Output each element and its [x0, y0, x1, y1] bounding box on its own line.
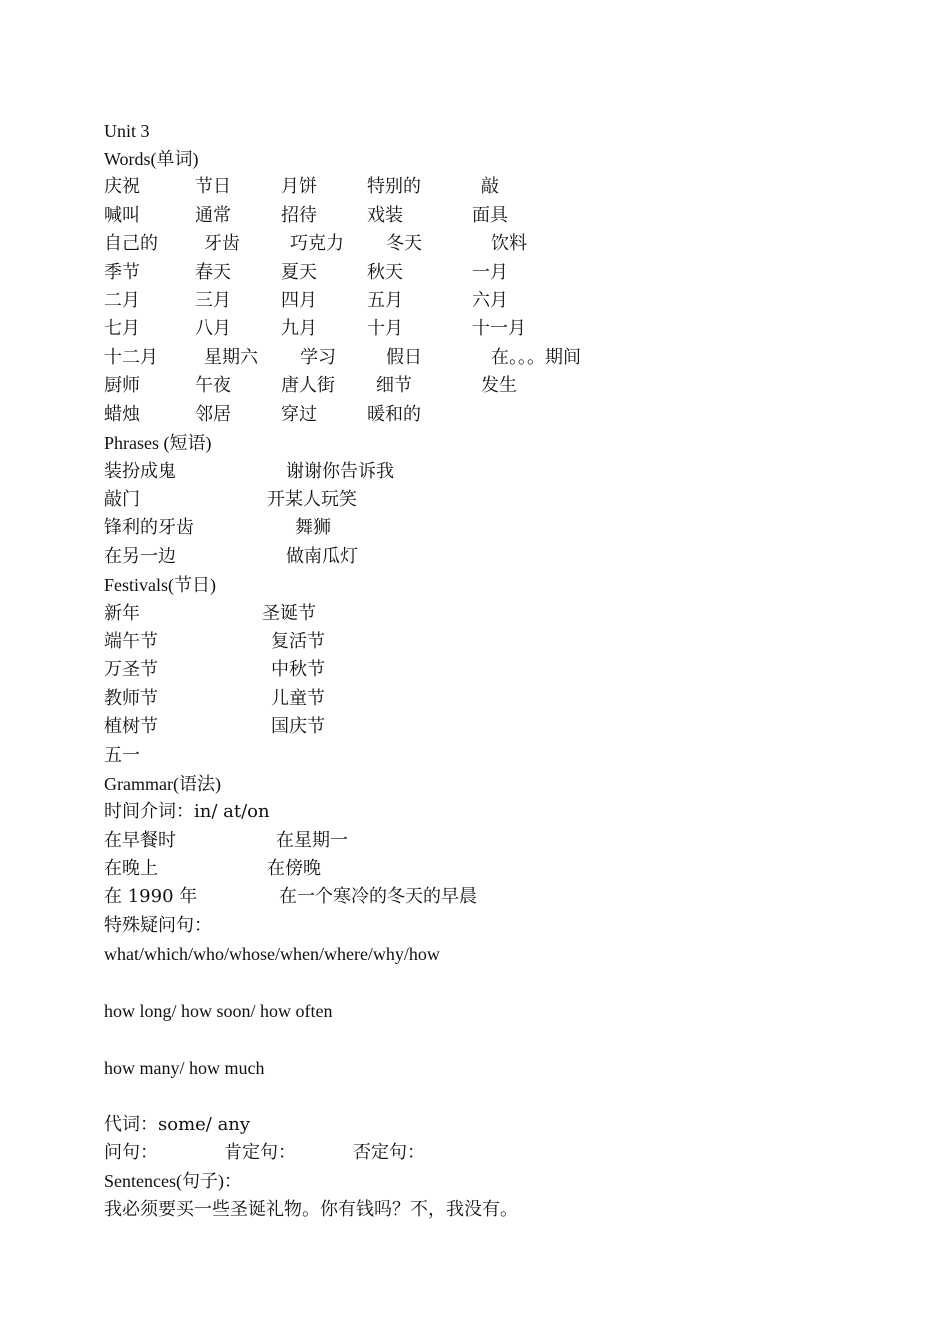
word-cell: 月饼 — [281, 176, 317, 197]
festival-cell: 新年 — [104, 603, 140, 624]
word-cell: 唐人街 — [281, 375, 335, 396]
word-cell: 春天 — [195, 262, 231, 283]
word-cell: 面具 — [472, 205, 508, 226]
phrase-cell: 锋利的牙齿 — [104, 517, 194, 538]
word-cell: 十二月 — [104, 347, 158, 368]
festival-cell: 五一 — [104, 745, 140, 766]
preposition-cell: 在晚上 — [104, 858, 158, 879]
how-many-line: how many/ how much — [104, 1058, 265, 1078]
word-cell: 庆祝 — [104, 176, 140, 197]
how-phrases-line: how long/ how soon/ how often — [104, 1001, 333, 1021]
word-cell: 穿过 — [281, 404, 317, 425]
wh-words-line: what/which/who/whose/when/where/why/how — [104, 944, 440, 964]
word-cell: 夏天 — [281, 262, 317, 283]
prepositions-label: 时间介词：in/ at/on — [104, 801, 270, 822]
phrase-cell: 谢谢你告诉我 — [286, 461, 394, 482]
festival-cell: 端午节 — [104, 631, 158, 652]
phrase-cell: 开某人玩笑 — [267, 489, 357, 510]
word-cell: 二月 — [104, 290, 140, 311]
sentences-heading: Sentences(句子)： — [104, 1171, 242, 1191]
festival-cell: 儿童节 — [271, 688, 325, 709]
word-cell: 午夜 — [195, 375, 231, 396]
word-cell: 节日 — [195, 176, 231, 197]
festival-cell: 国庆节 — [271, 716, 325, 737]
word-cell: 饮料 — [491, 233, 527, 254]
phrases-heading: Phrases (短语) — [104, 433, 212, 453]
word-cell: 细节 — [376, 375, 412, 396]
word-cell: 六月 — [472, 290, 508, 311]
word-cell: 暖和的 — [367, 404, 421, 425]
word-cell: 自己的 — [104, 233, 158, 254]
sentence-type-cell: 肯定句： — [224, 1142, 296, 1163]
unit-title: Unit 3 — [104, 121, 150, 141]
phrase-cell: 在另一边 — [104, 546, 176, 567]
word-cell: 戏装 — [367, 205, 403, 226]
word-cell: 蜡烛 — [104, 404, 140, 425]
festivals-heading: Festivals(节日) — [104, 575, 216, 595]
word-cell: 招待 — [281, 205, 317, 226]
festival-cell: 复活节 — [271, 631, 325, 652]
word-cell: 十月 — [367, 318, 403, 339]
word-cell: 喊叫 — [104, 205, 140, 226]
word-cell: 秋天 — [367, 262, 403, 283]
word-cell: 发生 — [481, 375, 517, 396]
word-cell: 三月 — [195, 290, 231, 311]
grammar-heading: Grammar(语法) — [104, 774, 221, 794]
preposition-cell: 在傍晚 — [267, 858, 321, 879]
phrase-cell: 做南瓜灯 — [286, 546, 358, 567]
word-cell: 季节 — [104, 262, 140, 283]
pronoun-label: 代词：some/ any — [104, 1114, 251, 1135]
word-cell: 五月 — [367, 290, 403, 311]
word-cell: 假日 — [386, 347, 422, 368]
preposition-cell: 在早餐时 — [104, 830, 176, 851]
preposition-cell: 在 1990 年 — [104, 886, 198, 907]
word-cell: 七月 — [104, 318, 140, 339]
phrase-cell: 敲门 — [104, 489, 140, 510]
festival-cell: 万圣节 — [104, 659, 158, 680]
sentence-type-cell: 否定句： — [353, 1142, 425, 1163]
word-cell: 八月 — [195, 318, 231, 339]
word-cell: 十一月 — [472, 318, 526, 339]
word-cell: 一月 — [472, 262, 508, 283]
word-cell: 巧克力 — [290, 233, 344, 254]
sentence-type-cell: 问句： — [104, 1142, 158, 1163]
phrase-cell: 装扮成鬼 — [104, 461, 176, 482]
word-cell: 牙齿 — [204, 233, 240, 254]
festival-cell: 教师节 — [104, 688, 158, 709]
word-cell: 特别的 — [367, 176, 421, 197]
preposition-cell: 在一个寒冷的冬天的早晨 — [279, 886, 477, 907]
word-cell: 邻居 — [195, 404, 231, 425]
sentence-line: 我必须要买一些圣诞礼物。你有钱吗？不，我没有。 — [104, 1199, 518, 1220]
festival-cell: 中秋节 — [271, 659, 325, 680]
word-cell: 冬天 — [386, 233, 422, 254]
preposition-cell: 在星期一 — [276, 830, 348, 851]
phrase-cell: 舞狮 — [295, 517, 331, 538]
word-cell: 学习 — [300, 347, 336, 368]
word-cell: 厨师 — [104, 375, 140, 396]
wh-question-label: 特殊疑问句： — [104, 915, 212, 936]
words-heading: Words(单词) — [104, 149, 199, 169]
word-cell: 敲 — [481, 176, 499, 197]
word-cell: 九月 — [281, 318, 317, 339]
festival-cell: 植树节 — [104, 716, 158, 737]
word-cell: 在。。。期间 — [491, 347, 581, 368]
festival-cell: 圣诞节 — [262, 603, 316, 624]
word-cell: 星期六 — [204, 347, 258, 368]
word-cell: 通常 — [195, 205, 231, 226]
word-cell: 四月 — [281, 290, 317, 311]
